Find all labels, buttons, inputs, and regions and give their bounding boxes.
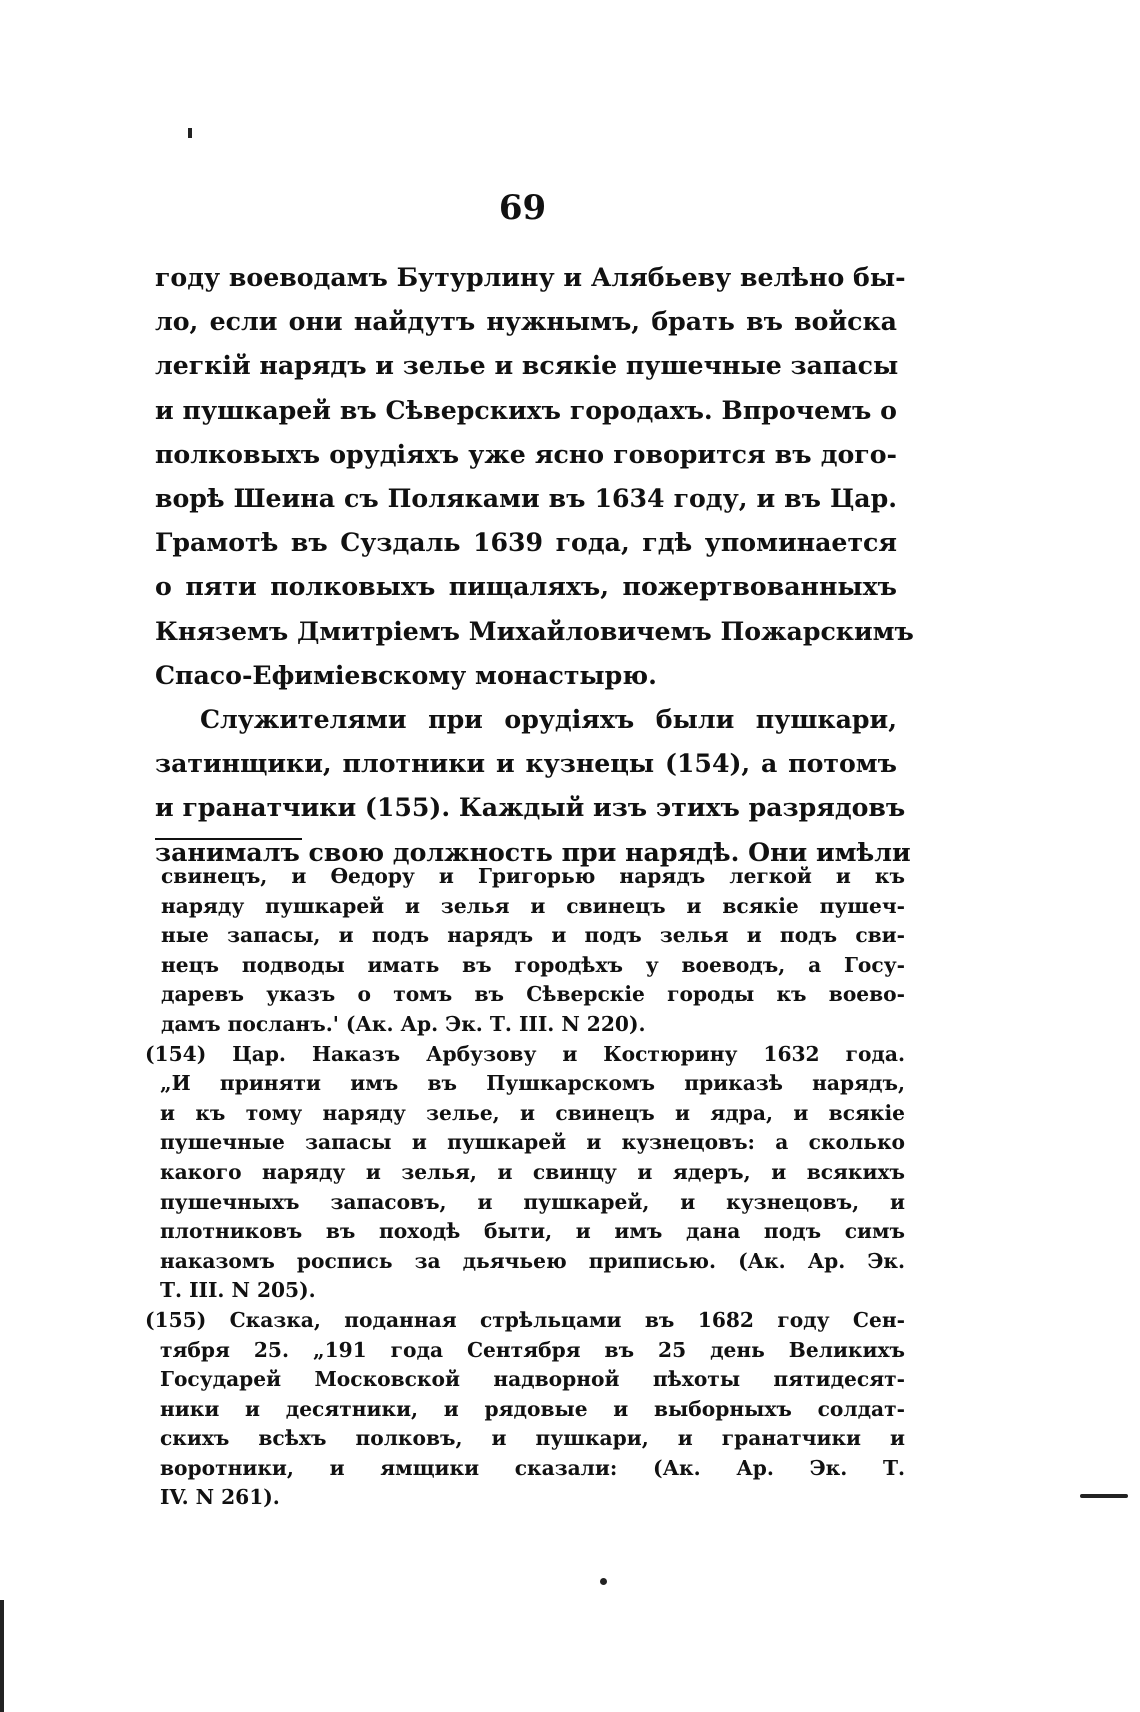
footnote-line: тября 25. „191 года Сентября въ 25 день Великихъ — [160, 1337, 905, 1362]
footnote-line: свинецъ, и Ѳедору и Григорью нарядъ легкой и къ — [161, 864, 905, 888]
footnote-line: наказомъ роспись за дьячьею приписью. (Ак. Ар. Эк. — [160, 1248, 905, 1273]
scan-speck — [600, 1578, 607, 1585]
footnote-155 — [145, 1306, 905, 1513]
main-text-line: и гранатчики (155). Каждый изъ этихъ разрядовъ — [155, 792, 906, 823]
footnote-line: воротники, и ямщики сказали: (Ак. Ар. Эк. Т. — [160, 1455, 905, 1480]
main-text-line: ворѣ Шеина съ Поляками въ 1634 году, и въ Цар. — [155, 483, 897, 514]
footnote-line: пушечныхъ запасовъ, и пушкарей, и кузнецовъ, и — [160, 1189, 905, 1214]
footnote-line: какого наряду и зелья, и свинцу и ядеръ, и всякихъ — [160, 1159, 905, 1184]
footnote-line: Т. III. N 205). — [160, 1278, 316, 1303]
paragraph-start-line: Служителями при орудіяхъ были пушкари, — [200, 704, 897, 735]
main-text-line: и пушкарей въ Сѣверскихъ городахъ. Впрочемъ о — [155, 394, 897, 425]
footnote-line: и къ тому наряду зелье, и свинецъ и ядра, и всякіе — [160, 1100, 905, 1125]
main-text-line: Спасо-Ефиміевскому монастырю. — [155, 659, 657, 690]
main-text-line: Княземъ Дмитріемъ Михайловичемъ Пожарскимъ — [155, 615, 914, 646]
main-text-line: году воеводамъ Бутурлину и Алябьеву велѣно бы- — [155, 262, 906, 292]
footnote-line: даревъ указъ о томъ въ Сѣверскіе городы къ воево- — [161, 982, 905, 1007]
main-text-line: о пяти полковыхъ пищаляхъ, пожертвованныхъ — [155, 571, 897, 602]
footnote-line: наряду пушкарей и зелья и свинецъ и всякіе пушеч- — [161, 893, 905, 918]
footnote-continuation — [145, 862, 905, 1040]
footnote-separator — [155, 838, 302, 840]
footnote-line: IV. N 261). — [160, 1485, 280, 1510]
main-text-line: ло, если они найдутъ нужнымъ, брать въ войска — [155, 306, 897, 337]
scan-speck — [188, 128, 192, 138]
footnote-line: пушечные запасы и пушкарей и кузнецовъ: а сколько — [160, 1130, 905, 1155]
footnote-line: плотниковъ въ походѣ быти, и имъ дана подъ симъ — [160, 1219, 905, 1244]
footnote-line: Государей Московской надворной пѣхоты пятидесят- — [160, 1367, 905, 1392]
main-text-line: занималъ свою должность при нарядѣ. Они имѣли — [155, 836, 911, 867]
footnote-line: (155) Сказка, поданная стрѣльцами въ 1682 году Сен- — [145, 1307, 905, 1332]
main-text-line: полковыхъ орудіяхъ уже ясно говорится въ дого- — [155, 438, 897, 469]
footnote-154 — [145, 1040, 905, 1306]
scan-edge-mark — [0, 1600, 4, 1712]
page-number: 69 — [498, 188, 547, 228]
footnote-line: ные запасы, и подъ нарядъ и подъ зелья и подъ сви- — [161, 923, 905, 948]
footnote-line: „И приняти имъ въ Пушкарскомъ приказѣ нарядъ, — [160, 1071, 905, 1096]
main-text — [155, 255, 914, 874]
footnote-line: (154) Цар. Наказъ Арбузову и Костюрину 1632 года. — [145, 1041, 905, 1066]
footnotes — [145, 862, 905, 1513]
footnote-line: ники и десятники, и рядовые и выборныхъ солдат- — [160, 1396, 905, 1421]
footnote-line: дамъ посланъ.' (Ак. Ар. Эк. Т. III. N 220). — [161, 1011, 646, 1036]
main-text-line: легкій нарядъ и зелье и всякіе пушечные запасы — [155, 350, 899, 381]
main-text-line: Грамотѣ въ Суздаль 1639 года, гдѣ упоминается — [155, 527, 897, 558]
footnote-line: скихъ всѣхъ полковъ, и пушкари, и гранатчики и — [160, 1426, 905, 1451]
scan-edge-mark — [1080, 1494, 1128, 1498]
main-text-line: затинщики, плотники и кузнецы (154), а потомъ — [155, 748, 897, 779]
footnote-line: нецъ подводы имать въ городѣхъ у воеводъ, а Госу- — [161, 952, 905, 977]
